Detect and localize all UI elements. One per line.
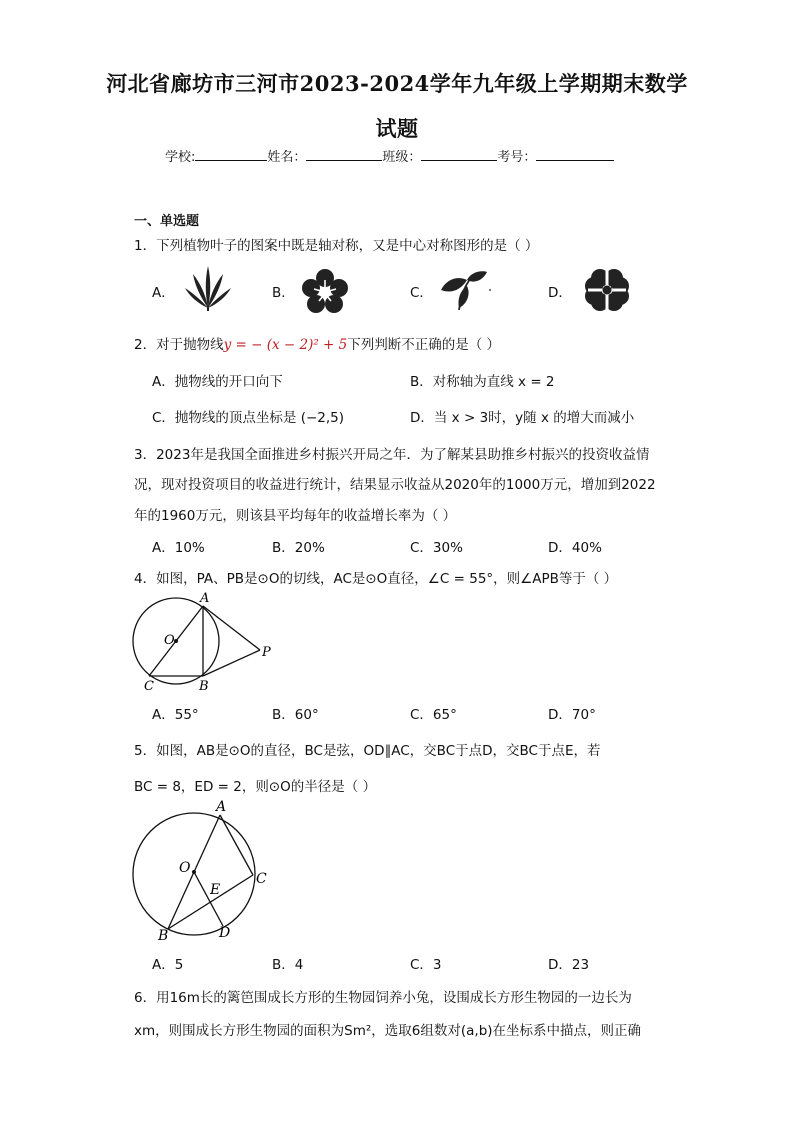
q5-label-o: O <box>179 860 191 876</box>
q5-option-c: C．3 <box>410 957 442 973</box>
q2-option-a: A．抛物线的开口向下 <box>152 374 283 390</box>
q1-option-d-label: D． <box>548 285 572 301</box>
q5-label-b: B <box>158 928 169 943</box>
q4-label-c: C <box>144 679 154 694</box>
q4-label-o: O <box>164 633 175 648</box>
exam-title-line2: 试题 <box>375 116 419 141</box>
q3-option-a: A．10% <box>152 540 205 556</box>
q5-option-d: D．23 <box>548 957 590 973</box>
name-label: 姓名： <box>267 150 307 165</box>
number-label: 考号： <box>497 150 537 165</box>
question-2-stem <box>134 333 500 353</box>
name-blank[interactable] <box>306 148 382 161</box>
q4-tangent-pa <box>203 606 260 650</box>
q5-label-d: D <box>219 925 231 941</box>
q1-option-a-label: A． <box>152 285 175 301</box>
four-petal-flower-icon <box>582 266 632 314</box>
question-3-line1: 3．2023年是我国全面推进乡村振兴开局之年．为了解某县助推乡村振兴的投资收益情 <box>134 447 650 463</box>
q5-label-a: A <box>216 799 227 815</box>
q2-stem-part2: 下列判断不正确的是（ ） <box>347 337 501 353</box>
question-4-stem: 4．如图，PA、PB是⊙O的切线，AC是⊙O直径，∠C = 55°，则∠APB等于（ ） <box>134 571 618 587</box>
question-6-line2: xm，则围成长方形生物园的面积为Sm²，选取6组数对(a,b)在坐标系中描点，则正确 <box>134 1023 642 1039</box>
q5-circle-figure <box>128 798 278 943</box>
q4-tangent-circle-figure <box>128 586 278 696</box>
q5-option-b: B．4 <box>272 957 304 973</box>
student-info-line <box>165 146 614 165</box>
q2-option-c: C．抛物线的顶点坐标是 (−2,5) <box>152 410 345 426</box>
q3-option-c: C．30% <box>410 540 463 556</box>
q1-option-b-label: B． <box>272 285 295 301</box>
q5-segment-od <box>194 872 223 926</box>
q4-label-b: B <box>199 679 209 694</box>
question-5-line1: 5．如图，AB是⊙O的直径，BC是弦，OD∥AC，交BC于点D，交BC于点E，若 <box>134 743 601 759</box>
question-3-line2: 况，现对投资项目的收益进行统计，结果显示收益从2020年的1000万元，增加到2022 <box>134 477 656 493</box>
section-heading: 一、单选题 <box>134 214 200 229</box>
school-label: 学校: <box>165 150 196 165</box>
q4-label-a: A <box>200 591 210 606</box>
question-3-line3: 年的1960万元，则该县平均每年的收益增长率为（ ） <box>134 508 457 524</box>
q2-option-b: B．对称轴为直线 x = 2 <box>410 374 555 390</box>
number-blank[interactable] <box>536 148 614 161</box>
q2-stem-part1: 2．对于抛物线 <box>134 337 224 353</box>
q2-parabola-formula: y = − (x − 2)² + 5 <box>223 337 348 353</box>
q4-label-p: P <box>262 645 271 660</box>
q5-label-e: E <box>210 882 221 898</box>
cannabis-leaf-icon <box>183 264 233 312</box>
q4-option-a: A．55° <box>152 707 199 723</box>
class-label: 班级： <box>382 150 422 165</box>
exam-title-line1: 河北省廊坊市三河市2023-2024学年九年级上学期期末数学 <box>106 71 688 96</box>
plum-blossom-icon <box>301 268 349 314</box>
q4-option-d: D．70° <box>548 707 596 723</box>
question-5-line2: BC = 8，ED = 2，则⊙O的半径是（ ） <box>134 779 377 795</box>
q5-center-point <box>192 870 196 874</box>
class-blank[interactable] <box>421 148 497 161</box>
q5-option-a: A．5 <box>152 957 184 973</box>
q1-option-c-label: C． <box>410 285 433 301</box>
q3-option-b: B．20% <box>272 540 325 556</box>
q3-option-d: D．40% <box>548 540 602 556</box>
q4-option-c: C．65° <box>410 707 457 723</box>
question-1-stem: 1．下列植物叶子的图案中既是轴对称，又是中心对称图形的是（ ） <box>134 238 539 254</box>
tea-leaves-icon <box>437 268 493 312</box>
q2-option-d: D．当 x > 3时，y随 x 的增大而减小 <box>410 410 635 426</box>
school-blank[interactable] <box>195 148 267 161</box>
q4-tangent-pb <box>203 650 260 676</box>
q5-label-c: C <box>256 871 267 887</box>
q4-option-b: B．60° <box>272 707 319 723</box>
question-6-line1: 6．用16m长的篱笆围成长方形的生物园饲养小兔，设围成长方形生物园的一边长为 <box>134 990 632 1006</box>
